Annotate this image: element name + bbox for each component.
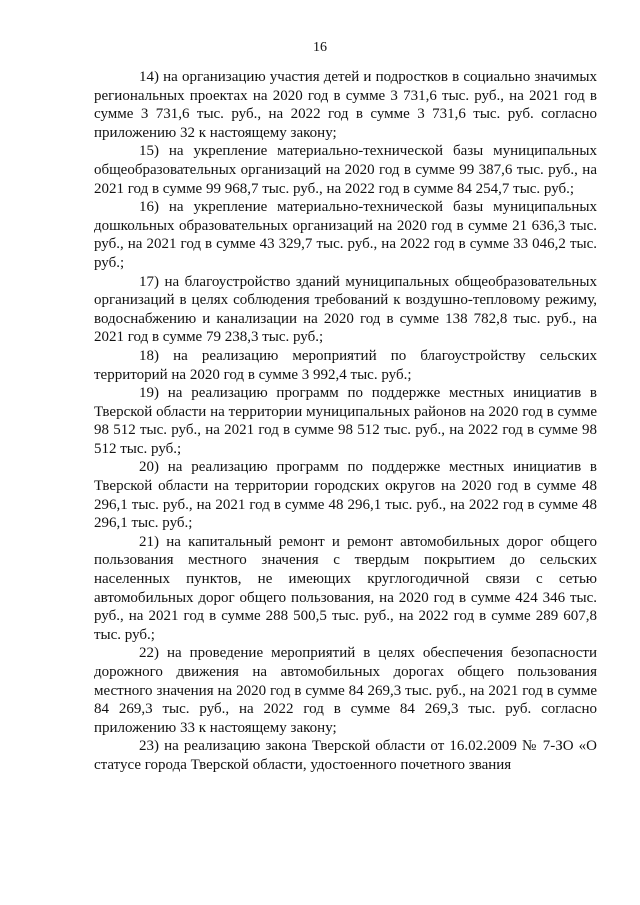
paragraph-item-15: 15) на укрепление материально-технической базы муниципальных общеобразовательных организаций на 2020 год в сумме 99 387,6 тыс. руб., на 2021 год в сумме 99 968,7 тыс. руб., на 2022 год в сумме 84 254,7 тыс. руб.; — [94, 143, 597, 197]
paragraph-item-19: 19) на реализацию программ по поддержке местных инициатив в Тверской области на территории муниципальных районов на 2020 год в сумме 98 512 тыс. руб., на 2021 год в сумме 98 512 тыс. руб., на 2022 год в сумме 98 512 тыс. руб.; — [94, 385, 597, 457]
paragraph-item-17: 17) на благоустройство зданий муниципальных общеобразовательных организаций в целях соблюдения требований к воздушно-тепловому режиму, водоснабжению и канализации на 2020 год в сумме 138 782,8 тыс. руб., на 2021 год в сумме 79 238,3 тыс. руб.; — [94, 273, 597, 346]
paragraph-item-20: 20) на реализацию программ по поддержке местных инициатив в Тверской области на территории городских округов на 2020 год в сумме 48 296,1 тыс. руб., на 2021 год в сумме 48 296,1 тыс. руб., на 2022 год в сумме 48 296,1 тыс. руб.; — [94, 459, 597, 532]
paragraph-item-18: 18) на реализацию мероприятий по благоустройству сельских территорий на 2020 год в сумме 3 992,4 тыс. руб.; — [94, 347, 597, 383]
paragraph-item-22: 22) на проведение мероприятий в целях обеспечения безопасности дорожного движения на автомобильных дорогах общего пользования местного значения на 2020 год в сумме 84 269,3 тыс. руб., на 2021 год в сумме 84 269,3 тыс. руб., на 2022 год в сумме 84 269,3 тыс. руб. согласно приложению 33 к настоящему закону; — [94, 645, 597, 736]
paragraph-item-14: 14) на организацию участия детей и подростков в социально значимых региональных проектах на 2020 год в сумме 3 731,6 тыс. руб., на 2021 год в сумме 3 731,6 тыс. руб., на 2022 год в сумме 3 731,6 тыс. руб. согласно приложению 32 к настоящему закону; — [94, 69, 597, 141]
paragraph-item-16: 16) на укрепление материально-технической базы муниципальных дошкольных образовательных организаций на 2020 год в сумме 21 636,3 тыс. руб., на 2021 год в сумме 43 329,7 тыс. руб., на 2022 год в сумме 33 046,2 тыс. руб.; — [94, 199, 597, 271]
paragraph-item-23: 23) на реализацию закона Тверской области от 16.02.2009 № 7-ЗО «О статусе города Тверской области, удостоенного почетного звания — [94, 738, 597, 773]
page-number: 16 — [313, 40, 327, 55]
document-body — [94, 68, 597, 775]
paragraph-item-21: 21) на капитальный ремонт и ремонт автомобильных дорог общего пользования местного значения с твердым покрытием до сельских населенных пунктов, не имеющих круглогодичной связи с сетью автомобильных дорог общего пользования, на 2020 год в сумме 424 346 тыс. руб., на 2021 год в сумме 288 500,5 тыс. руб., на 2022 год в сумме 289 607,8 тыс. руб.; — [94, 533, 597, 643]
